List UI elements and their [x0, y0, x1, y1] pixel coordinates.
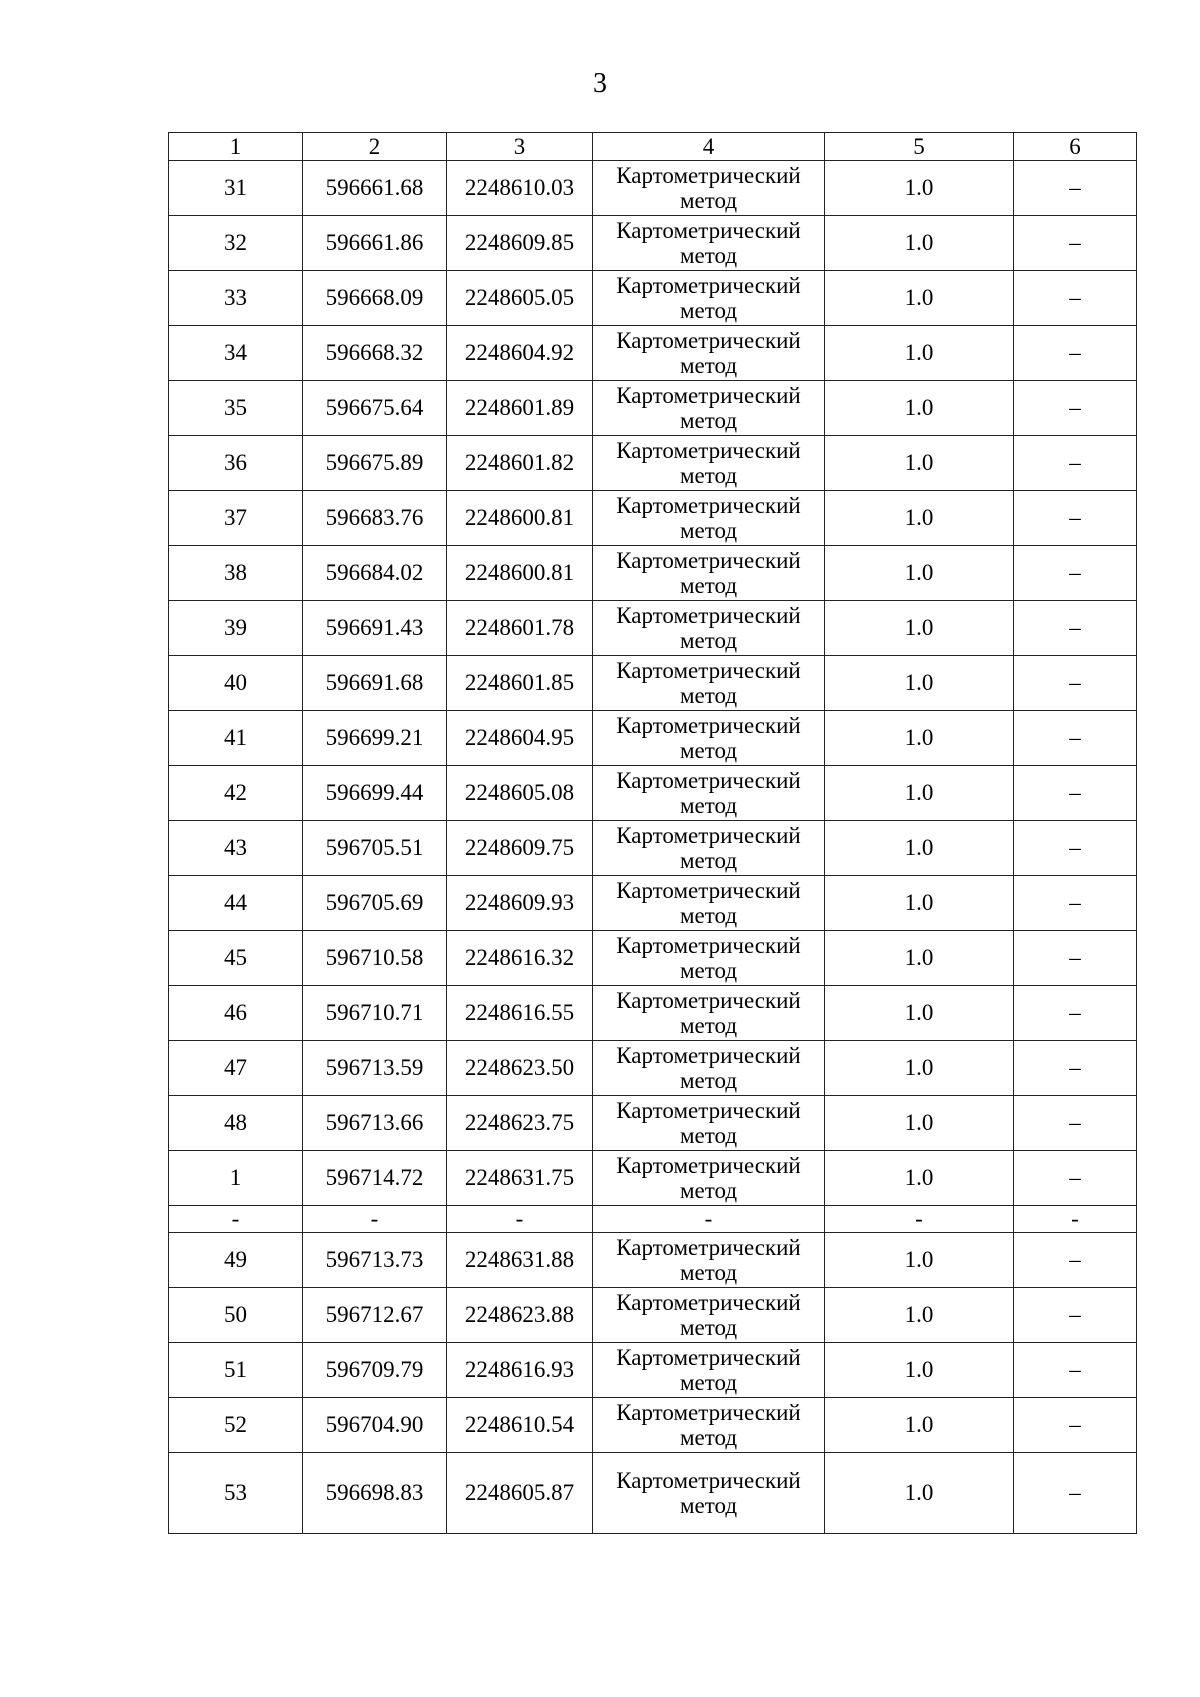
- accuracy-cell: 1.0: [825, 876, 1014, 931]
- y-coordinate-cell: 2248616.32: [447, 931, 593, 986]
- table-row: [169, 271, 1137, 326]
- accuracy-cell: 1.0: [825, 436, 1014, 491]
- x-coordinate-cell: 596709.79: [303, 1343, 447, 1398]
- table-row: [169, 326, 1137, 381]
- y-coordinate-cell: 2248610.54: [447, 1398, 593, 1453]
- accuracy-cell: 1.0: [825, 1233, 1014, 1288]
- method-cell: Картометрический метод: [593, 986, 825, 1041]
- separator-row: [169, 1206, 1137, 1233]
- note-cell: –: [1014, 1041, 1137, 1096]
- note-cell: –: [1014, 381, 1137, 436]
- y-coordinate-cell: 2248609.75: [447, 821, 593, 876]
- x-coordinate-cell: 596684.02: [303, 546, 447, 601]
- accuracy-cell: 1.0: [825, 1151, 1014, 1206]
- x-coordinate-cell: 596661.86: [303, 216, 447, 271]
- x-coordinate-cell: 596713.66: [303, 1096, 447, 1151]
- method-cell: Картометрический метод: [593, 216, 825, 271]
- page-number: 3: [593, 68, 607, 99]
- x-coordinate-cell: 596699.44: [303, 766, 447, 821]
- x-coordinate-cell: 596710.71: [303, 986, 447, 1041]
- point-number-cell: 32: [169, 216, 303, 271]
- method-cell: Картометрический метод: [593, 1453, 825, 1534]
- note-cell: –: [1014, 766, 1137, 821]
- x-coordinate-cell: 596668.09: [303, 271, 447, 326]
- x-coordinate-cell: 596668.32: [303, 326, 447, 381]
- method-cell: Картометрический метод: [593, 656, 825, 711]
- table-row: [169, 491, 1137, 546]
- header-row: [169, 133, 1137, 161]
- x-coordinate-cell: 596705.51: [303, 821, 447, 876]
- accuracy-cell: 1.0: [825, 1041, 1014, 1096]
- coordinates-table: [168, 132, 1137, 1534]
- point-number-cell: 44: [169, 876, 303, 931]
- method-cell: Картометрический метод: [593, 381, 825, 436]
- y-coordinate-cell: 2248631.88: [447, 1233, 593, 1288]
- table-row: [169, 656, 1137, 711]
- accuracy-cell: 1.0: [825, 326, 1014, 381]
- table-row: [169, 216, 1137, 271]
- note-cell: –: [1014, 216, 1137, 271]
- accuracy-cell: 1.0: [825, 711, 1014, 766]
- note-cell: –: [1014, 1151, 1137, 1206]
- y-coordinate-cell: 2248616.55: [447, 986, 593, 1041]
- point-number-cell: 42: [169, 766, 303, 821]
- accuracy-cell: 1.0: [825, 601, 1014, 656]
- note-cell: –: [1014, 491, 1137, 546]
- method-cell: Картометрический метод: [593, 1343, 825, 1398]
- point-number-cell: 46: [169, 986, 303, 1041]
- y-coordinate-cell: 2248616.93: [447, 1343, 593, 1398]
- column-header: 5: [825, 133, 1014, 161]
- note-cell: –: [1014, 601, 1137, 656]
- y-coordinate-cell: -: [447, 1206, 593, 1233]
- point-number-cell: 1: [169, 1151, 303, 1206]
- point-number-cell: 49: [169, 1233, 303, 1288]
- method-cell: Картометрический метод: [593, 271, 825, 326]
- table-row: [169, 876, 1137, 931]
- method-cell: Картометрический метод: [593, 766, 825, 821]
- x-coordinate-cell: 596704.90: [303, 1398, 447, 1453]
- accuracy-cell: 1.0: [825, 381, 1014, 436]
- table-row: [169, 821, 1137, 876]
- point-number-cell: 37: [169, 491, 303, 546]
- method-cell: Картометрический метод: [593, 491, 825, 546]
- table-row: [169, 1233, 1137, 1288]
- note-cell: –: [1014, 1343, 1137, 1398]
- table-row: [169, 436, 1137, 491]
- x-coordinate-cell: 596675.64: [303, 381, 447, 436]
- point-number-cell: -: [169, 1206, 303, 1233]
- table-row: [169, 381, 1137, 436]
- accuracy-cell: 1.0: [825, 931, 1014, 986]
- table-body: [169, 161, 1137, 1534]
- y-coordinate-cell: 2248601.89: [447, 381, 593, 436]
- point-number-cell: 39: [169, 601, 303, 656]
- y-coordinate-cell: 2248601.78: [447, 601, 593, 656]
- accuracy-cell: 1.0: [825, 271, 1014, 326]
- y-coordinate-cell: 2248609.93: [447, 876, 593, 931]
- note-cell: –: [1014, 986, 1137, 1041]
- y-coordinate-cell: 2248631.75: [447, 1151, 593, 1206]
- table-row: [169, 1398, 1137, 1453]
- accuracy-cell: 1.0: [825, 1288, 1014, 1343]
- method-cell: Картометрический метод: [593, 546, 825, 601]
- x-coordinate-cell: 596691.68: [303, 656, 447, 711]
- point-number-cell: 51: [169, 1343, 303, 1398]
- method-cell: Картометрический метод: [593, 1288, 825, 1343]
- y-coordinate-cell: 2248601.85: [447, 656, 593, 711]
- y-coordinate-cell: 2248600.81: [447, 491, 593, 546]
- accuracy-cell: 1.0: [825, 1096, 1014, 1151]
- table-row: [169, 1343, 1137, 1398]
- point-number-cell: 47: [169, 1041, 303, 1096]
- accuracy-cell: 1.0: [825, 161, 1014, 216]
- y-coordinate-cell: 2248623.75: [447, 1096, 593, 1151]
- y-coordinate-cell: 2248604.95: [447, 711, 593, 766]
- note-cell: –: [1014, 1288, 1137, 1343]
- point-number-cell: 40: [169, 656, 303, 711]
- y-coordinate-cell: 2248623.50: [447, 1041, 593, 1096]
- note-cell: –: [1014, 711, 1137, 766]
- method-cell: -: [593, 1206, 825, 1233]
- accuracy-cell: 1.0: [825, 491, 1014, 546]
- note-cell: –: [1014, 821, 1137, 876]
- x-coordinate-cell: 596683.76: [303, 491, 447, 546]
- accuracy-cell: 1.0: [825, 216, 1014, 271]
- point-number-cell: 48: [169, 1096, 303, 1151]
- y-coordinate-cell: 2248600.81: [447, 546, 593, 601]
- column-header: 2: [303, 133, 447, 161]
- x-coordinate-cell: 596713.73: [303, 1233, 447, 1288]
- x-coordinate-cell: 596699.21: [303, 711, 447, 766]
- note-cell: –: [1014, 161, 1137, 216]
- accuracy-cell: 1.0: [825, 766, 1014, 821]
- x-coordinate-cell: 596698.83: [303, 1453, 447, 1534]
- point-number-cell: 34: [169, 326, 303, 381]
- table-row: [169, 1096, 1137, 1151]
- method-cell: Картометрический метод: [593, 161, 825, 216]
- table-row: [169, 711, 1137, 766]
- column-header: 6: [1014, 133, 1137, 161]
- note-cell: –: [1014, 1233, 1137, 1288]
- point-number-cell: 53: [169, 1453, 303, 1534]
- accuracy-cell: 1.0: [825, 986, 1014, 1041]
- point-number-cell: 50: [169, 1288, 303, 1343]
- point-number-cell: 45: [169, 931, 303, 986]
- accuracy-cell: 1.0: [825, 546, 1014, 601]
- method-cell: Картометрический метод: [593, 1233, 825, 1288]
- table-row: [169, 601, 1137, 656]
- y-coordinate-cell: 2248609.85: [447, 216, 593, 271]
- note-cell: –: [1014, 931, 1137, 986]
- point-number-cell: 43: [169, 821, 303, 876]
- method-cell: Картометрический метод: [593, 931, 825, 986]
- x-coordinate-cell: 596713.59: [303, 1041, 447, 1096]
- point-number-cell: 33: [169, 271, 303, 326]
- table-row: [169, 1453, 1137, 1534]
- point-number-cell: 52: [169, 1398, 303, 1453]
- table-row: [169, 766, 1137, 821]
- x-coordinate-cell: 596714.72: [303, 1151, 447, 1206]
- method-cell: Картометрический метод: [593, 601, 825, 656]
- y-coordinate-cell: 2248605.87: [447, 1453, 593, 1534]
- point-number-cell: 35: [169, 381, 303, 436]
- point-number-cell: 41: [169, 711, 303, 766]
- method-cell: Картометрический метод: [593, 436, 825, 491]
- column-header: 4: [593, 133, 825, 161]
- note-cell: –: [1014, 326, 1137, 381]
- accuracy-cell: 1.0: [825, 1343, 1014, 1398]
- x-coordinate-cell: 596691.43: [303, 601, 447, 656]
- table-row: [169, 161, 1137, 216]
- table-row: [169, 986, 1137, 1041]
- accuracy-cell: 1.0: [825, 821, 1014, 876]
- note-cell: -: [1014, 1206, 1137, 1233]
- method-cell: Картометрический метод: [593, 876, 825, 931]
- y-coordinate-cell: 2248605.05: [447, 271, 593, 326]
- y-coordinate-cell: 2248601.82: [447, 436, 593, 491]
- note-cell: –: [1014, 1453, 1137, 1534]
- table-row: [169, 546, 1137, 601]
- y-coordinate-cell: 2248605.08: [447, 766, 593, 821]
- method-cell: Картометрический метод: [593, 821, 825, 876]
- x-coordinate-cell: 596705.69: [303, 876, 447, 931]
- note-cell: –: [1014, 546, 1137, 601]
- method-cell: Картометрический метод: [593, 1398, 825, 1453]
- table-row: [169, 1041, 1137, 1096]
- note-cell: –: [1014, 656, 1137, 711]
- note-cell: –: [1014, 271, 1137, 326]
- table-row: [169, 1288, 1137, 1343]
- point-number-cell: 36: [169, 436, 303, 491]
- column-header: 1: [169, 133, 303, 161]
- y-coordinate-cell: 2248610.03: [447, 161, 593, 216]
- point-number-cell: 31: [169, 161, 303, 216]
- table-row: [169, 1151, 1137, 1206]
- method-cell: Картометрический метод: [593, 711, 825, 766]
- point-number-cell: 38: [169, 546, 303, 601]
- note-cell: –: [1014, 876, 1137, 931]
- column-header: 3: [447, 133, 593, 161]
- method-cell: Картометрический метод: [593, 1151, 825, 1206]
- method-cell: Картометрический метод: [593, 326, 825, 381]
- note-cell: –: [1014, 436, 1137, 491]
- note-cell: –: [1014, 1398, 1137, 1453]
- y-coordinate-cell: 2248604.92: [447, 326, 593, 381]
- note-cell: –: [1014, 1096, 1137, 1151]
- x-coordinate-cell: 596712.67: [303, 1288, 447, 1343]
- accuracy-cell: 1.0: [825, 656, 1014, 711]
- accuracy-cell: 1.0: [825, 1453, 1014, 1534]
- accuracy-cell: 1.0: [825, 1398, 1014, 1453]
- method-cell: Картометрический метод: [593, 1096, 825, 1151]
- x-coordinate-cell: 596710.58: [303, 931, 447, 986]
- accuracy-cell: -: [825, 1206, 1014, 1233]
- y-coordinate-cell: 2248623.88: [447, 1288, 593, 1343]
- x-coordinate-cell: 596661.68: [303, 161, 447, 216]
- table-row: [169, 931, 1137, 986]
- x-coordinate-cell: 596675.89: [303, 436, 447, 491]
- method-cell: Картометрический метод: [593, 1041, 825, 1096]
- x-coordinate-cell: -: [303, 1206, 447, 1233]
